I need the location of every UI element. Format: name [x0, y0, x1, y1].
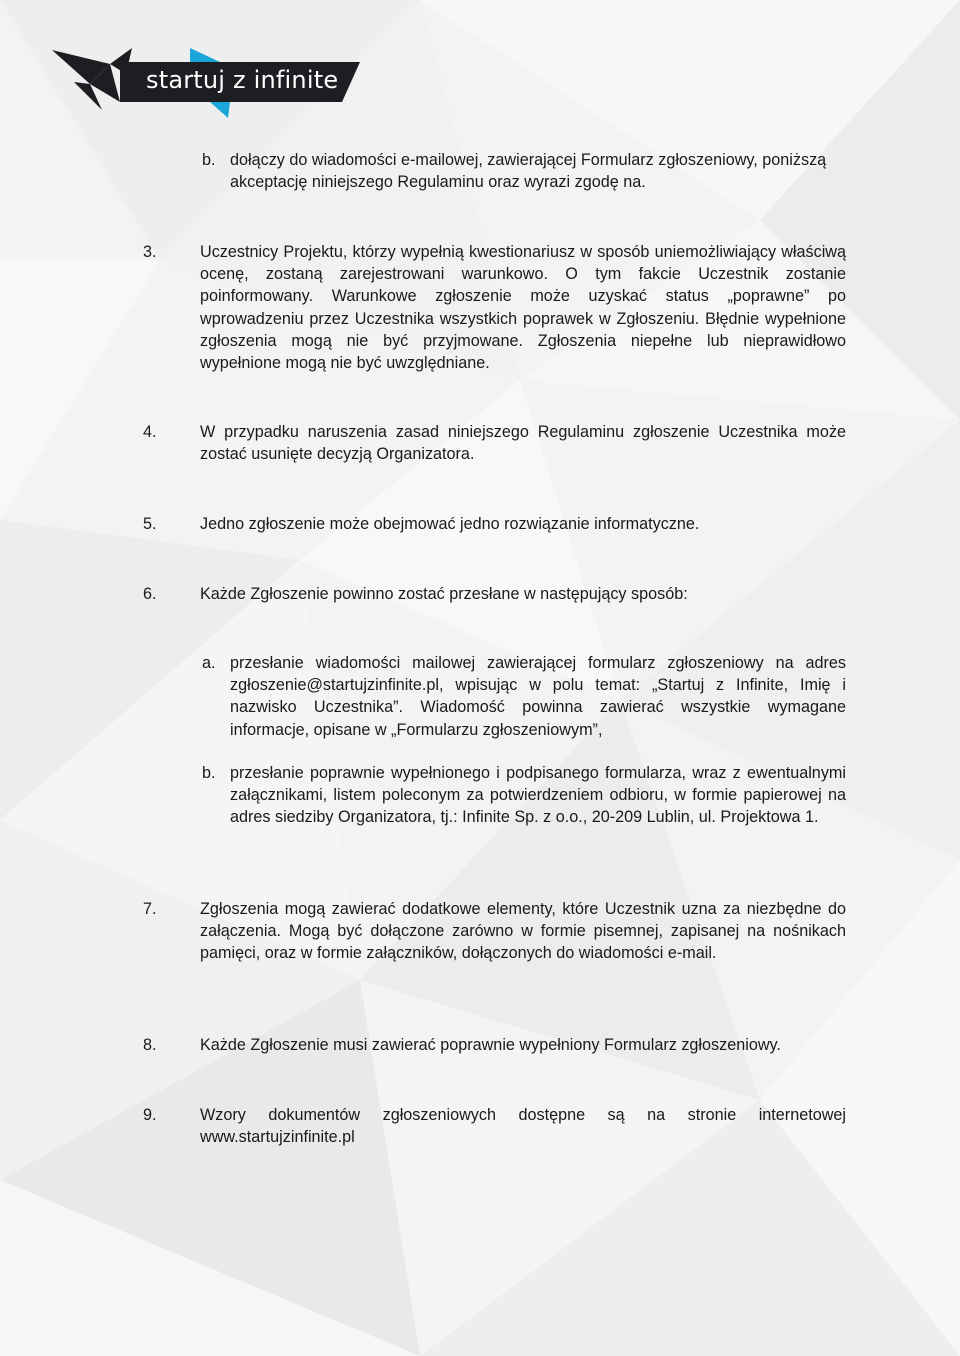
item-marker: 3.	[143, 243, 157, 261]
item-text: Zgłoszenia mogą zawierać dodatkowe elementy, które Uczestnik uzna za niezbędne do załączenia. Mogą być dołączone zarówno w formie pisemnej, zapisanej na nośnikach pamięci, oraz w formie załączników, dołączonych do wiadomości e-mail.	[200, 900, 846, 963]
item-marker: 8.	[143, 1036, 157, 1054]
list-item	[0, 762, 960, 856]
list-item	[0, 898, 960, 992]
item-marker: 4.	[143, 423, 157, 441]
logo-text: startuj z infinite	[146, 66, 339, 94]
item-marker: 6.	[143, 585, 157, 603]
item-text: Jedno zgłoszenie może obejmować jedno rozwiązanie informatyczne.	[200, 515, 700, 533]
list-item	[0, 421, 960, 471]
item-marker: a.	[202, 654, 216, 672]
list-item	[0, 1104, 960, 1154]
item-marker: b.	[202, 151, 216, 169]
item-text: Wzory dokumentów zgłoszeniowych dostępne są na stronie internetowej www.startujzinfinite.pl	[200, 1106, 846, 1147]
item-marker: 7.	[143, 900, 157, 918]
list-item	[0, 513, 960, 539]
item-text: Każde Zgłoszenie musi zawierać poprawnie wypełniony Formularz zgłoszeniowy.	[200, 1036, 781, 1054]
item-marker: b.	[202, 764, 216, 782]
item-marker: 9.	[143, 1106, 157, 1124]
item-text: przesłanie poprawnie wypełnionego i podpisanego formularza, wraz z ewentualnymi załącznikami, listem poleconym za potwierdzeniem odbioru, w formie papierowej na adres siedziby Organizatora, tj.: Infinite Sp. z o.o., 20-209 Lublin, ul. Projektowa 1.	[230, 764, 846, 827]
item-text: przesłanie wiadomości mailowej zawierającej formularz zgłoszeniowy na adres zgłoszenie@startujzinfinite.pl, wpisując w polu temat: „Startuj z Infinite, Imię i nazwisko Uczestnika”. Wiadomość powinna zawierać wszystkie wymagane informacje, opisane w „Formularzu zgłoszeniowym”,	[230, 654, 846, 739]
item-text: W przypadku naruszenia zasad niniejszego Regulaminu zgłoszenie Uczestnika może zostać usunięte decyzją Organizatora.	[200, 423, 846, 464]
list-item	[0, 1034, 960, 1060]
list-item	[0, 583, 960, 609]
item-text: dołączy do wiadomości e-mailowej, zawierającej Formularz zgłoszeniowy, poniższą akceptację niniejszego Regulaminu oraz wyrazi zgodę na.	[230, 151, 827, 192]
item-marker: 5.	[143, 515, 157, 533]
list-item	[0, 149, 960, 199]
item-text: Uczestnicy Projektu, którzy wypełnią kwestionariusz w sposób uniemożliwiający właściwą ocenę, zostaną zarejestrowani warunkowo. O tym fakcie Uczestnik zostanie poinformowany. Warunkowe zgłoszenie może uzyskać status „poprawne” po wprowadzeniu przez Uczestnika wszystkich poprawek w Zgłoszeniu. Błędnie wypełnione zgłoszenia mogą nie być przyjmowane. Zgłoszenia niepełne lub nieprawidłowo wypełnione mogą nie być uwzględniane.	[200, 243, 846, 373]
list-item	[0, 652, 960, 746]
item-text: Każde Zgłoszenie powinno zostać przesłane w następujący sposób:	[200, 585, 688, 603]
list-item	[0, 241, 960, 381]
